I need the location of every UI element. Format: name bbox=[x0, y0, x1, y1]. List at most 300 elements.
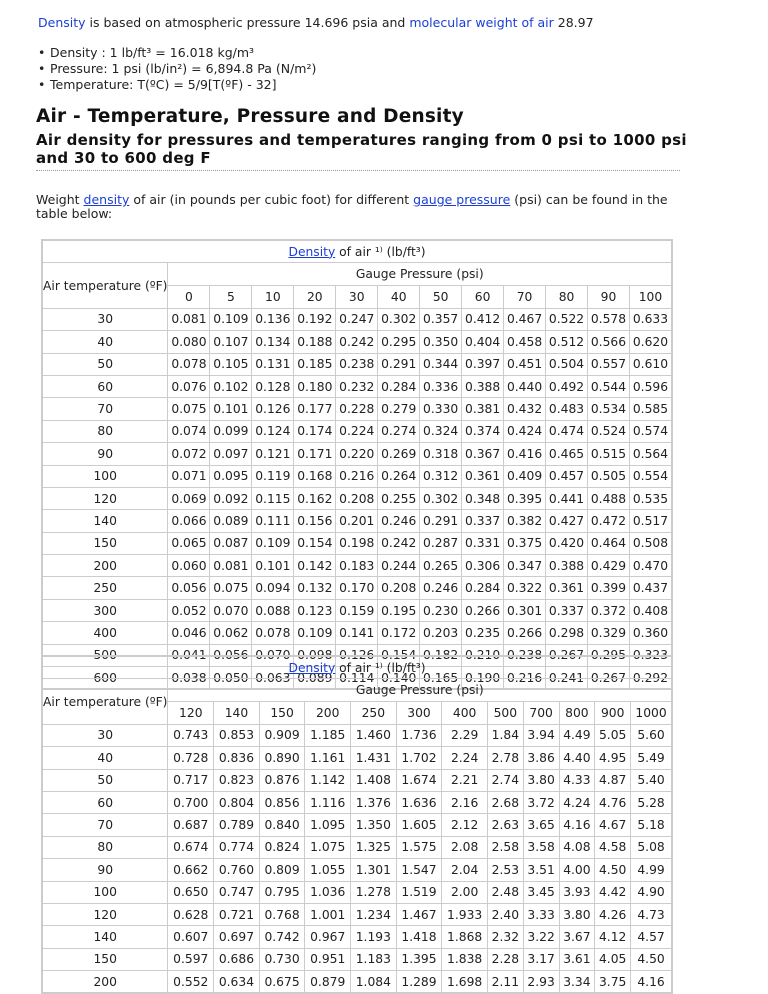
density-cell: 0.302 bbox=[378, 308, 420, 330]
density-cell: 0.284 bbox=[378, 375, 420, 397]
density-cell: 0.168 bbox=[294, 465, 336, 487]
density-cell: 0.267 bbox=[546, 644, 588, 666]
density-cell: 0.375 bbox=[504, 532, 546, 554]
table-row bbox=[42, 555, 672, 577]
density-cell: 0.662 bbox=[168, 859, 214, 881]
density-cell: 2.24 bbox=[442, 747, 488, 769]
density-cell: 0.361 bbox=[462, 465, 504, 487]
density-cell: 0.075 bbox=[210, 577, 252, 599]
intro-line bbox=[38, 15, 594, 30]
temperature-header: Air temperature (ºF) bbox=[42, 679, 168, 724]
density-cell: 3.65 bbox=[523, 814, 559, 836]
table-row bbox=[42, 353, 672, 375]
density-cell: 3.34 bbox=[559, 971, 595, 994]
density-cell: 0.123 bbox=[294, 599, 336, 621]
table-row bbox=[42, 814, 672, 836]
density-cell: 0.382 bbox=[504, 510, 546, 532]
density-cell: 0.361 bbox=[546, 577, 588, 599]
density-cell: 0.076 bbox=[168, 375, 210, 397]
pressure-header: Gauge Pressure (psi) bbox=[168, 263, 672, 286]
density-cell: 0.182 bbox=[420, 644, 462, 666]
density-cell: 0.078 bbox=[168, 353, 210, 375]
density-conversion: • Density : 1 lb/ft³ = 16.018 kg/m³ bbox=[38, 45, 316, 61]
density-cell: 4.40 bbox=[559, 747, 595, 769]
density-cell: 0.238 bbox=[504, 644, 546, 666]
density-cell: 2.63 bbox=[487, 814, 523, 836]
density-cell: 0.504 bbox=[546, 353, 588, 375]
density-cell: 0.472 bbox=[588, 510, 630, 532]
density-cell: 0.578 bbox=[588, 308, 630, 330]
density-cell: 0.128 bbox=[252, 375, 294, 397]
density-cell: 0.102 bbox=[210, 375, 252, 397]
density-cell: 3.33 bbox=[523, 903, 559, 925]
table-caption bbox=[42, 240, 672, 263]
density-cell: 0.291 bbox=[378, 353, 420, 375]
density-cell: 0.041 bbox=[168, 644, 210, 666]
density-cell: 0.876 bbox=[259, 769, 305, 791]
density-cell: 1.698 bbox=[442, 971, 488, 994]
density-cell: 4.49 bbox=[559, 724, 595, 746]
intro-text-2: 28.97 bbox=[553, 15, 594, 30]
density-cell: 4.26 bbox=[595, 903, 631, 925]
pressure-header-cell: 90 bbox=[588, 286, 630, 308]
temperature-cell: 80 bbox=[42, 836, 168, 858]
temperature-cell: 60 bbox=[42, 375, 168, 397]
table-row bbox=[42, 510, 672, 532]
density-cell: 0.367 bbox=[462, 443, 504, 465]
density-cell: 0.107 bbox=[210, 331, 252, 353]
table-row bbox=[42, 881, 672, 903]
density-cell: 0.266 bbox=[462, 599, 504, 621]
density-cell: 2.21 bbox=[442, 769, 488, 791]
density-cell: 4.08 bbox=[559, 836, 595, 858]
density-cell: 0.348 bbox=[462, 487, 504, 509]
density-cell: 0.730 bbox=[259, 948, 305, 970]
density-cell: 4.99 bbox=[631, 859, 672, 881]
pressure-header-cell: 140 bbox=[214, 702, 260, 724]
density-cell: 0.717 bbox=[168, 769, 214, 791]
pressure-header-cell: 0 bbox=[168, 286, 210, 308]
density-cell: 0.244 bbox=[378, 555, 420, 577]
pressure-header-cell: 250 bbox=[351, 702, 397, 724]
density-cell: 0.140 bbox=[378, 667, 420, 690]
density-cell: 0.686 bbox=[214, 948, 260, 970]
density-cell: 5.28 bbox=[631, 791, 672, 813]
density-cell: 0.432 bbox=[504, 398, 546, 420]
density-cell: 0.081 bbox=[210, 555, 252, 577]
density-cell: 0.322 bbox=[504, 577, 546, 599]
density-cell: 0.836 bbox=[214, 747, 260, 769]
density-cell: 0.909 bbox=[259, 724, 305, 746]
table-row bbox=[42, 903, 672, 925]
pressure-header-cell: 700 bbox=[523, 702, 559, 724]
density-cell: 0.768 bbox=[259, 903, 305, 925]
desc-text-3: (psi) can be found in the table below: bbox=[36, 192, 668, 221]
density-cell: 2.11 bbox=[487, 971, 523, 994]
density-cell: 0.241 bbox=[546, 667, 588, 690]
table-row bbox=[42, 420, 672, 442]
density-cell: 4.90 bbox=[631, 881, 672, 903]
density-cell: 0.437 bbox=[629, 577, 672, 599]
density-cell: 0.092 bbox=[210, 487, 252, 509]
density-cell: 0.357 bbox=[420, 308, 462, 330]
density-cell: 3.67 bbox=[559, 926, 595, 948]
density-cell: 0.470 bbox=[629, 555, 672, 577]
density-link-2[interactable]: density bbox=[83, 192, 130, 207]
density-cell: 0.628 bbox=[168, 903, 214, 925]
density-cell: 1.84 bbox=[487, 724, 523, 746]
density-cell: 2.93 bbox=[523, 971, 559, 994]
density-cell: 0.743 bbox=[168, 724, 214, 746]
density-cell: 0.674 bbox=[168, 836, 214, 858]
density-cell: 0.238 bbox=[336, 353, 378, 375]
density-cell: 5.40 bbox=[631, 769, 672, 791]
density-cell: 0.069 bbox=[168, 487, 210, 509]
density-cell: 0.131 bbox=[252, 353, 294, 375]
density-cell: 0.420 bbox=[546, 532, 588, 554]
intro-text-1: is based on atmospheric pressure 14.696 psia and bbox=[85, 15, 410, 30]
density-cell: 0.220 bbox=[336, 443, 378, 465]
density-cell: 3.86 bbox=[523, 747, 559, 769]
table-caption-row bbox=[42, 240, 672, 263]
density-cell: 4.67 bbox=[595, 814, 631, 836]
density-cell: 1.036 bbox=[305, 881, 351, 903]
density-cell: 0.062 bbox=[210, 622, 252, 644]
density-cell: 0.101 bbox=[252, 555, 294, 577]
density-cell: 0.505 bbox=[588, 465, 630, 487]
density-cell: 0.279 bbox=[378, 398, 420, 420]
density-cell: 0.374 bbox=[462, 420, 504, 442]
density-cell: 4.05 bbox=[595, 948, 631, 970]
density-cell: 3.80 bbox=[559, 903, 595, 925]
pressure-header-cell: 800 bbox=[559, 702, 595, 724]
density-cell: 1.325 bbox=[351, 836, 397, 858]
density-cell: 0.742 bbox=[259, 926, 305, 948]
density-cell: 1.519 bbox=[396, 881, 442, 903]
density-cell: 0.081 bbox=[168, 308, 210, 330]
density-cell: 0.295 bbox=[588, 644, 630, 666]
pressure-header-cell: 70 bbox=[504, 286, 546, 308]
density-cell: 0.440 bbox=[504, 375, 546, 397]
density-cell: 0.094 bbox=[252, 577, 294, 599]
density-cell: 0.890 bbox=[259, 747, 305, 769]
density-cell: 1.418 bbox=[396, 926, 442, 948]
density-cell: 4.16 bbox=[631, 971, 672, 994]
density-cell: 0.458 bbox=[504, 331, 546, 353]
density-cell: 0.295 bbox=[378, 331, 420, 353]
density-cell: 0.235 bbox=[462, 622, 504, 644]
density-cell: 4.33 bbox=[559, 769, 595, 791]
density-cell: 0.517 bbox=[629, 510, 672, 532]
density-link[interactable]: Density bbox=[38, 15, 86, 30]
density-cell: 0.065 bbox=[168, 532, 210, 554]
density-cell: 0.121 bbox=[252, 443, 294, 465]
density-cell: 0.183 bbox=[336, 555, 378, 577]
density-cell: 0.080 bbox=[168, 331, 210, 353]
density-cell: 3.45 bbox=[523, 881, 559, 903]
density-cell: 0.424 bbox=[504, 420, 546, 442]
density-cell: 0.156 bbox=[294, 510, 336, 532]
density-cell: 0.154 bbox=[294, 532, 336, 554]
temperature-cell: 140 bbox=[42, 510, 168, 532]
density-cell: 0.347 bbox=[504, 555, 546, 577]
density-cell: 2.29 bbox=[442, 724, 488, 746]
density-cell: 1.431 bbox=[351, 747, 397, 769]
density-cell: 0.109 bbox=[294, 622, 336, 644]
density-cell: 1.116 bbox=[305, 791, 351, 813]
density-cell: 0.399 bbox=[588, 577, 630, 599]
density-cell: 0.544 bbox=[588, 375, 630, 397]
pressure-header-cell: 10 bbox=[252, 286, 294, 308]
density-cell: 0.535 bbox=[629, 487, 672, 509]
density-cell: 3.93 bbox=[559, 881, 595, 903]
density-cell: 0.687 bbox=[168, 814, 214, 836]
density-cell: 0.306 bbox=[462, 555, 504, 577]
density-cell: 0.607 bbox=[168, 926, 214, 948]
temperature-cell: 40 bbox=[42, 331, 168, 353]
density-cell: 0.119 bbox=[252, 465, 294, 487]
density-cell: 4.95 bbox=[595, 747, 631, 769]
density-cell: 5.18 bbox=[631, 814, 672, 836]
table-caption-row bbox=[42, 656, 672, 679]
density-cell: 0.089 bbox=[294, 667, 336, 690]
header-row bbox=[42, 263, 672, 286]
table-row bbox=[42, 577, 672, 599]
density-cell: 0.697 bbox=[214, 926, 260, 948]
density-cell: 0.585 bbox=[629, 398, 672, 420]
dotted-divider bbox=[36, 170, 680, 171]
table-row bbox=[42, 971, 672, 994]
density-cell: 0.052 bbox=[168, 599, 210, 621]
density-cell: 0.087 bbox=[210, 532, 252, 554]
table-row bbox=[42, 747, 672, 769]
temperature-cell: 250 bbox=[42, 577, 168, 599]
page-title: Air - Temperature, Pressure and Density bbox=[36, 106, 464, 127]
density-cell: 2.28 bbox=[487, 948, 523, 970]
density-cell: 0.078 bbox=[252, 622, 294, 644]
density-cell: 0.074 bbox=[168, 420, 210, 442]
density-cell: 1.605 bbox=[396, 814, 442, 836]
density-caption-link[interactable]: Density bbox=[288, 244, 336, 259]
density-cell: 0.610 bbox=[629, 353, 672, 375]
density-cell: 1.142 bbox=[305, 769, 351, 791]
density-cell: 0.255 bbox=[378, 487, 420, 509]
temperature-cell: 300 bbox=[42, 599, 168, 621]
density-cell: 0.388 bbox=[462, 375, 504, 397]
temperature-conversion: • Temperature: T(ºC) = 5/9[T(ºF) - 32] bbox=[38, 77, 316, 93]
density-cell: 1.084 bbox=[351, 971, 397, 994]
pressure-header-cell: 50 bbox=[420, 286, 462, 308]
density-cell: 0.395 bbox=[504, 487, 546, 509]
density-cell: 0.312 bbox=[420, 465, 462, 487]
density-cell: 1.095 bbox=[305, 814, 351, 836]
density-cell: 0.095 bbox=[210, 465, 252, 487]
table-row bbox=[42, 791, 672, 813]
temperature-cell: 150 bbox=[42, 532, 168, 554]
table-description bbox=[36, 193, 676, 221]
density-cell: 0.774 bbox=[214, 836, 260, 858]
density-cell: 0.126 bbox=[336, 644, 378, 666]
density-cell: 0.247 bbox=[336, 308, 378, 330]
density-cell: 0.126 bbox=[252, 398, 294, 420]
table-row bbox=[42, 443, 672, 465]
density-cell: 0.795 bbox=[259, 881, 305, 903]
density-cell: 0.195 bbox=[378, 599, 420, 621]
density-cell: 0.115 bbox=[252, 487, 294, 509]
density-cell: 0.154 bbox=[378, 644, 420, 666]
density-cell: 3.80 bbox=[523, 769, 559, 791]
density-cell: 0.075 bbox=[168, 398, 210, 420]
density-cell: 0.397 bbox=[462, 353, 504, 375]
density-cell: 0.071 bbox=[168, 465, 210, 487]
density-cell: 0.441 bbox=[546, 487, 588, 509]
table-row bbox=[42, 532, 672, 554]
table-caption bbox=[42, 656, 672, 679]
density-cell: 0.524 bbox=[588, 420, 630, 442]
density-cell: 0.344 bbox=[420, 353, 462, 375]
molecular-weight-link[interactable]: molecular weight of air bbox=[409, 15, 554, 30]
table-row bbox=[42, 859, 672, 881]
density-cell: 0.318 bbox=[420, 443, 462, 465]
temperature-cell: 70 bbox=[42, 814, 168, 836]
density-cell: 1.736 bbox=[396, 724, 442, 746]
density-cell: 0.360 bbox=[629, 622, 672, 644]
density-cell: 0.534 bbox=[588, 398, 630, 420]
density-cell: 4.12 bbox=[595, 926, 631, 948]
density-cell: 2.08 bbox=[442, 836, 488, 858]
density-cell: 0.337 bbox=[546, 599, 588, 621]
density-cell: 0.650 bbox=[168, 881, 214, 903]
density-cell: 2.32 bbox=[487, 926, 523, 948]
table-row bbox=[42, 769, 672, 791]
density-cell: 2.12 bbox=[442, 814, 488, 836]
temperature-cell: 200 bbox=[42, 555, 168, 577]
temperature-cell: 30 bbox=[42, 724, 168, 746]
density-cell: 5.60 bbox=[631, 724, 672, 746]
density-cell: 0.056 bbox=[210, 644, 252, 666]
density-cell: 3.72 bbox=[523, 791, 559, 813]
density-cell: 0.063 bbox=[252, 667, 294, 690]
density-cell: 1.838 bbox=[442, 948, 488, 970]
density-cell: 0.388 bbox=[546, 555, 588, 577]
density-cell: 0.464 bbox=[588, 532, 630, 554]
temperature-cell: 200 bbox=[42, 971, 168, 994]
density-cell: 0.574 bbox=[629, 420, 672, 442]
table-row bbox=[42, 465, 672, 487]
density-cell: 0.174 bbox=[294, 420, 336, 442]
density-cell: 1.933 bbox=[442, 903, 488, 925]
density-cell: 1.161 bbox=[305, 747, 351, 769]
density-cell: 0.552 bbox=[168, 971, 214, 994]
density-cell: 0.467 bbox=[504, 308, 546, 330]
density-cell: 0.967 bbox=[305, 926, 351, 948]
density-cell: 3.17 bbox=[523, 948, 559, 970]
density-cell: 1.234 bbox=[351, 903, 397, 925]
density-cell: 0.101 bbox=[210, 398, 252, 420]
density-cell: 4.24 bbox=[559, 791, 595, 813]
table-row bbox=[42, 599, 672, 621]
pressure-header-cell: 20 bbox=[294, 286, 336, 308]
pressure-header-cell: 300 bbox=[396, 702, 442, 724]
density-cell: 0.292 bbox=[629, 667, 672, 690]
density-cell: 0.264 bbox=[378, 465, 420, 487]
density-cell: 1.185 bbox=[305, 724, 351, 746]
temperature-cell: 50 bbox=[42, 769, 168, 791]
density-cell: 3.94 bbox=[523, 724, 559, 746]
density-cell: 0.198 bbox=[336, 532, 378, 554]
density-cell: 1.376 bbox=[351, 791, 397, 813]
density-cell: 3.75 bbox=[595, 971, 631, 994]
density-cell: 0.492 bbox=[546, 375, 588, 397]
density-cell: 4.50 bbox=[631, 948, 672, 970]
density-cell: 0.488 bbox=[588, 487, 630, 509]
density-cell: 0.554 bbox=[629, 465, 672, 487]
density-cell: 1.408 bbox=[351, 769, 397, 791]
density-cell: 0.242 bbox=[336, 331, 378, 353]
density-cell: 1.301 bbox=[351, 859, 397, 881]
density-cell: 3.51 bbox=[523, 859, 559, 881]
density-cell: 0.165 bbox=[420, 667, 462, 690]
gauge-pressure-link[interactable]: gauge pressure bbox=[413, 192, 511, 207]
density-caption-link[interactable]: Density bbox=[288, 660, 336, 675]
table-row bbox=[42, 375, 672, 397]
temperature-cell: 400 bbox=[42, 622, 168, 644]
density-cell: 0.700 bbox=[168, 791, 214, 813]
temperature-cell: 80 bbox=[42, 420, 168, 442]
density-cell: 4.42 bbox=[595, 881, 631, 903]
density-cell: 0.109 bbox=[252, 532, 294, 554]
temperature-cell: 70 bbox=[42, 398, 168, 420]
density-cell: 0.483 bbox=[546, 398, 588, 420]
density-cell: 4.00 bbox=[559, 859, 595, 881]
desc-text-2: of air (in pounds per cubic foot) for different bbox=[129, 192, 414, 207]
density-cell: 0.789 bbox=[214, 814, 260, 836]
table-row bbox=[42, 331, 672, 353]
density-cell: 4.16 bbox=[559, 814, 595, 836]
density-cell: 0.840 bbox=[259, 814, 305, 836]
density-cell: 0.747 bbox=[214, 881, 260, 903]
density-cell: 0.824 bbox=[259, 836, 305, 858]
pressure-header-cell: 500 bbox=[487, 702, 523, 724]
density-cell: 0.330 bbox=[420, 398, 462, 420]
density-cell: 0.429 bbox=[588, 555, 630, 577]
density-cell: 2.68 bbox=[487, 791, 523, 813]
density-cell: 0.566 bbox=[588, 331, 630, 353]
density-cell: 0.230 bbox=[420, 599, 462, 621]
density-cell: 4.73 bbox=[631, 903, 672, 925]
temperature-cell: 50 bbox=[42, 353, 168, 375]
density-cell: 0.760 bbox=[214, 859, 260, 881]
density-cell: 0.451 bbox=[504, 353, 546, 375]
density-cell: 1.183 bbox=[351, 948, 397, 970]
density-cell: 0.508 bbox=[629, 532, 672, 554]
density-cell: 0.427 bbox=[546, 510, 588, 532]
conversion-list bbox=[38, 45, 316, 93]
density-cell: 0.728 bbox=[168, 747, 214, 769]
density-cell: 1.350 bbox=[351, 814, 397, 836]
density-cell: 0.099 bbox=[210, 420, 252, 442]
density-cell: 0.134 bbox=[252, 331, 294, 353]
density-cell: 0.246 bbox=[420, 577, 462, 599]
temperature-cell: 500 bbox=[42, 644, 168, 666]
table-row bbox=[42, 487, 672, 509]
density-cell: 0.265 bbox=[420, 555, 462, 577]
density-cell: 5.49 bbox=[631, 747, 672, 769]
density-cell: 0.274 bbox=[378, 420, 420, 442]
pressure-header-cell: 120 bbox=[168, 702, 214, 724]
pressure-header-cell: 100 bbox=[629, 286, 672, 308]
pressure-header-cell: 30 bbox=[336, 286, 378, 308]
